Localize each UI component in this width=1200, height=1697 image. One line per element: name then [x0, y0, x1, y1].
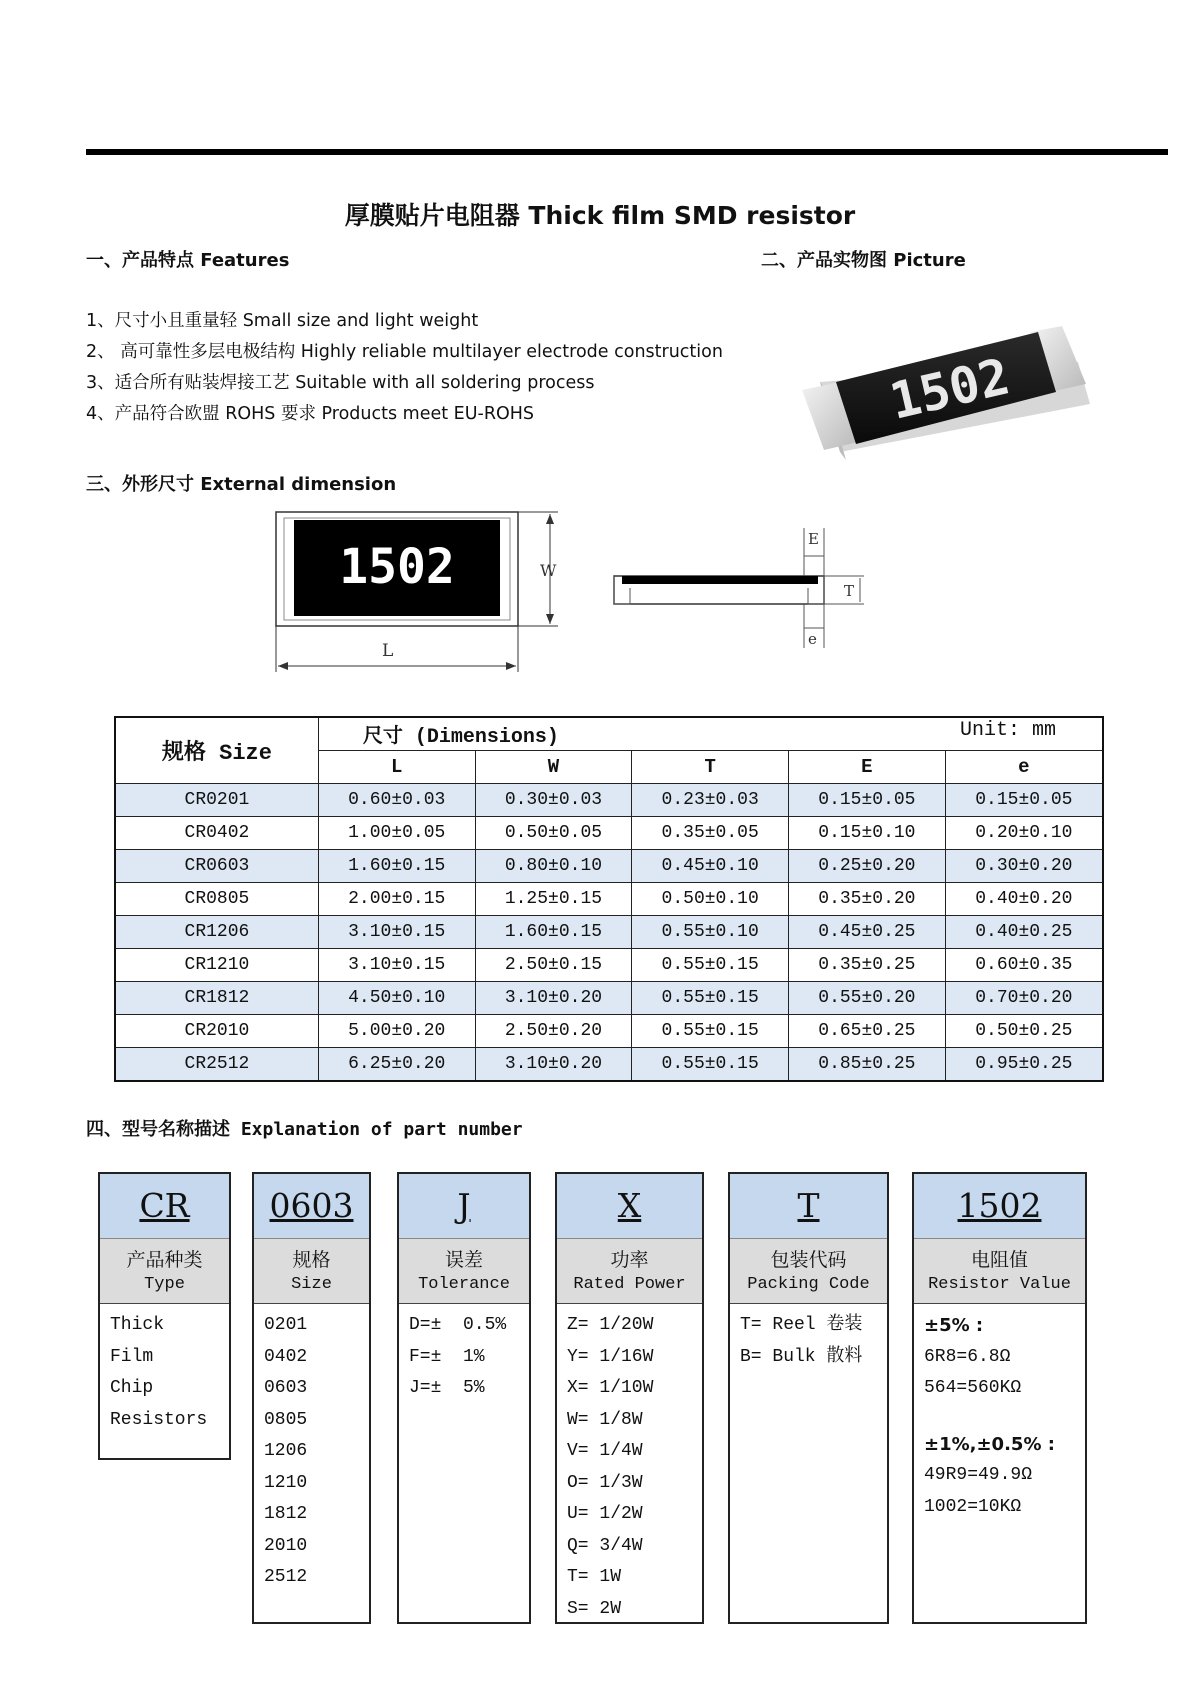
size-cell: CR1206 [115, 916, 318, 949]
table-row [115, 850, 1103, 883]
size-cell: CR2512 [115, 1048, 318, 1082]
feature-item: 2、 高可靠性多层电极结构 Highly reliable multilayer electrode construction [86, 342, 723, 362]
column-header: E [789, 751, 946, 784]
list-item: 0805 [264, 1409, 308, 1430]
part-label-en: Size [291, 1275, 332, 1294]
dimension-cell: 3.10±0.15 [318, 949, 475, 982]
part-items [100, 1304, 229, 1442]
list-item: 0603 [264, 1378, 308, 1398]
feature-item: 3、适合所有贴装焊接工艺 Suitable with all soldering process [86, 373, 595, 393]
dimension-cell: 2.50±0.15 [475, 949, 632, 982]
dimensions-header [318, 717, 1103, 751]
part-label-cn: 包装代码 [770, 1249, 847, 1271]
dimension-cell: 0.50±0.25 [945, 1015, 1103, 1048]
dimension-cell: 0.15±0.05 [789, 784, 946, 817]
list-item: ±1%,±0.5% : [924, 1433, 1055, 1455]
size-cell: CR0603 [115, 850, 318, 883]
size-cell: CR0201 [115, 784, 318, 817]
part-label-cn: 规格 [292, 1249, 331, 1271]
dimension-cell: 0.45±0.25 [789, 916, 946, 949]
table-row [115, 1015, 1103, 1048]
part-items [557, 1304, 702, 1631]
table-row [115, 982, 1103, 1015]
dimension-cell: 0.85±0.25 [789, 1048, 946, 1082]
list-item: 6R8=6.8Ω [924, 1346, 1011, 1367]
part-label-en: Type [144, 1275, 185, 1294]
part-label-cn: 产品种类 [126, 1249, 203, 1271]
dimension-cell: 3.10±0.20 [475, 982, 632, 1015]
dimension-cell: 4.50±0.10 [318, 982, 475, 1015]
dimension-cell: 0.65±0.25 [789, 1015, 946, 1048]
part-items [399, 1304, 529, 1411]
list-item: W= 1/8W [567, 1409, 643, 1430]
part-number-heading: 四、型号名称描述 Explanation of part number [86, 1119, 523, 1140]
photo-marking: 1502 [884, 347, 1015, 431]
small-e-label: e [808, 630, 817, 648]
dimension-table [114, 716, 1104, 1082]
dimension-heading: 三、外形尺寸 External dimension [86, 474, 397, 495]
table-row [115, 949, 1103, 982]
part-label-cn: 误差 [444, 1249, 483, 1271]
dimension-cell: 0.50±0.10 [632, 883, 789, 916]
dimension-cell: 0.15±0.05 [945, 784, 1103, 817]
dimension-cell: 0.30±0.03 [475, 784, 632, 817]
dimension-cell: 1.00±0.05 [318, 817, 475, 850]
drawing-marking: 1502 [339, 539, 455, 595]
list-item [924, 1405, 1085, 1429]
w-label: W [540, 561, 557, 580]
resistor-photo [800, 320, 1100, 470]
list-item: 1002=10KΩ [924, 1496, 1022, 1517]
part-label-en: Resistor Value [928, 1275, 1071, 1294]
list-item: J=± 5% [409, 1378, 485, 1398]
dimension-cell: 0.55±0.15 [632, 949, 789, 982]
part-box-type [98, 1172, 231, 1460]
list-item: 2512 [264, 1567, 308, 1587]
dimension-cell: 0.70±0.20 [945, 982, 1103, 1015]
dimension-cell: 0.50±0.05 [475, 817, 632, 850]
list-item: T= Reel 卷装 [740, 1315, 863, 1335]
column-header: W [475, 751, 632, 784]
side-view-drawing [608, 520, 878, 660]
dimension-cell: 2.50±0.20 [475, 1015, 632, 1048]
size-cell: CR1812 [115, 982, 318, 1015]
dimension-cell: 1.25±0.15 [475, 883, 632, 916]
list-item: Q= 3/4W [567, 1535, 643, 1556]
l-label: L [382, 641, 394, 661]
list-item: Y= 1/16W [567, 1346, 654, 1367]
list-item: 0402 [264, 1346, 308, 1367]
dimension-cell: 0.25±0.20 [789, 850, 946, 883]
list-item: B= Bulk 散料 [740, 1346, 863, 1367]
part-label-en: Tolerance [418, 1275, 510, 1294]
dimension-cell: 0.60±0.03 [318, 784, 475, 817]
part-items [914, 1304, 1085, 1529]
list-item: 564=560KΩ [924, 1378, 1022, 1398]
size-header: 规格 Size [115, 717, 318, 784]
part-code: X [617, 1186, 642, 1225]
column-header: L [318, 751, 475, 784]
dimension-cell: 0.55±0.15 [632, 1015, 789, 1048]
list-item: Chip [110, 1378, 154, 1398]
dimension-cell: 0.60±0.35 [945, 949, 1103, 982]
table-row [115, 916, 1103, 949]
list-item: 0201 [264, 1315, 308, 1335]
list-item: 49R9=49.9Ω [924, 1465, 1033, 1485]
list-item: F=± 1% [409, 1346, 485, 1367]
list-item: 1210 [264, 1472, 308, 1493]
dimension-cell: 0.15±0.10 [789, 817, 946, 850]
list-item: D=± 0.5% [409, 1315, 507, 1335]
list-item: Film [110, 1346, 154, 1367]
dimension-cell: 0.40±0.25 [945, 916, 1103, 949]
list-item: ±5% : [924, 1315, 984, 1336]
part-box-tolerance [397, 1172, 531, 1624]
table-row [115, 817, 1103, 850]
picture-heading: 二、产品实物图 Picture [761, 250, 966, 271]
dimension-cell: 1.60±0.15 [475, 916, 632, 949]
dimension-cell: 0.23±0.03 [632, 784, 789, 817]
size-cell: CR2010 [115, 1015, 318, 1048]
list-item: X= 1/10W [567, 1378, 654, 1398]
part-code: 1502 [957, 1186, 1042, 1225]
page-title: 厚膜贴片电阻器 Thick film SMD resistor [344, 201, 856, 230]
table-row [115, 883, 1103, 916]
dimension-cell: 0.35±0.20 [789, 883, 946, 916]
feature-item: 1、尺寸小且重量轻 Small size and light weight [86, 311, 479, 331]
part-box-packing [728, 1172, 889, 1624]
dimension-cell: 2.00±0.15 [318, 883, 475, 916]
size-cell: CR0805 [115, 883, 318, 916]
list-item: Thick [110, 1315, 165, 1335]
top-rule [86, 149, 1168, 155]
feature-item: 4、产品符合欧盟 ROHS 要求 Products meet EU-ROHS [86, 404, 535, 424]
features-heading: 一、产品特点 Features [86, 250, 290, 271]
part-label-en: Rated Power [573, 1275, 686, 1294]
list-item: 1812 [264, 1504, 308, 1524]
table-row [115, 784, 1103, 817]
part-code: T [797, 1186, 820, 1225]
list-item: Resistors [110, 1409, 208, 1430]
list-item: 2010 [264, 1535, 308, 1556]
part-label-cn: 电阻值 [970, 1249, 1028, 1271]
e-label: E [808, 530, 819, 548]
dimension-cell: 3.10±0.20 [475, 1048, 632, 1082]
part-items [254, 1304, 369, 1600]
size-cell: CR0402 [115, 817, 318, 850]
dimension-cell: 0.40±0.20 [945, 883, 1103, 916]
part-code: CR [139, 1186, 190, 1225]
size-cell: CR1210 [115, 949, 318, 982]
t-label: T [844, 582, 855, 600]
top-view-drawing [268, 500, 568, 680]
list-item: V= 1/4W [567, 1441, 643, 1461]
dimension-cell: 1.60±0.15 [318, 850, 475, 883]
dimension-cell: 0.55±0.15 [632, 982, 789, 1015]
features-list [86, 306, 723, 430]
dimension-cell: 3.10±0.15 [318, 916, 475, 949]
list-item: O= 1/3W [567, 1472, 643, 1493]
part-items [730, 1304, 887, 1379]
dimension-cell: 0.35±0.05 [632, 817, 789, 850]
column-header: e [945, 751, 1103, 784]
column-header: T [632, 751, 789, 784]
part-box-size [252, 1172, 371, 1624]
dimension-cell: 0.55±0.15 [632, 1048, 789, 1082]
part-box-power [555, 1172, 704, 1624]
dimension-cell: 0.45±0.10 [632, 850, 789, 883]
dimension-cell: 0.55±0.20 [789, 982, 946, 1015]
unit-label: Unit: mm [959, 719, 1056, 742]
part-code: 0603 [269, 1186, 354, 1225]
dimensions-title: 尺寸 (Dimensions) [362, 726, 559, 749]
part-code: J [457, 1186, 471, 1225]
list-item: Z= 1/20W [567, 1315, 654, 1335]
dimension-cell: 0.80±0.10 [475, 850, 632, 883]
list-item: S= 2W [567, 1598, 622, 1619]
part-box-resistor-value [912, 1172, 1087, 1624]
part-label-cn: 功率 [610, 1249, 649, 1271]
dimension-cell: 0.35±0.25 [789, 949, 946, 982]
list-item: T= 1W [567, 1567, 622, 1587]
dimension-cell: 0.55±0.10 [632, 916, 789, 949]
list-item: 1206 [264, 1441, 308, 1461]
part-label-en: Packing Code [747, 1275, 870, 1294]
dimension-cell: 0.20±0.10 [945, 817, 1103, 850]
table-row [115, 1048, 1103, 1082]
dimension-cell: 0.95±0.25 [945, 1048, 1103, 1082]
dimension-cell: 0.30±0.20 [945, 850, 1103, 883]
dimension-cell: 5.00±0.20 [318, 1015, 475, 1048]
dimension-cell: 6.25±0.20 [318, 1048, 475, 1082]
list-item: U= 1/2W [567, 1504, 643, 1524]
